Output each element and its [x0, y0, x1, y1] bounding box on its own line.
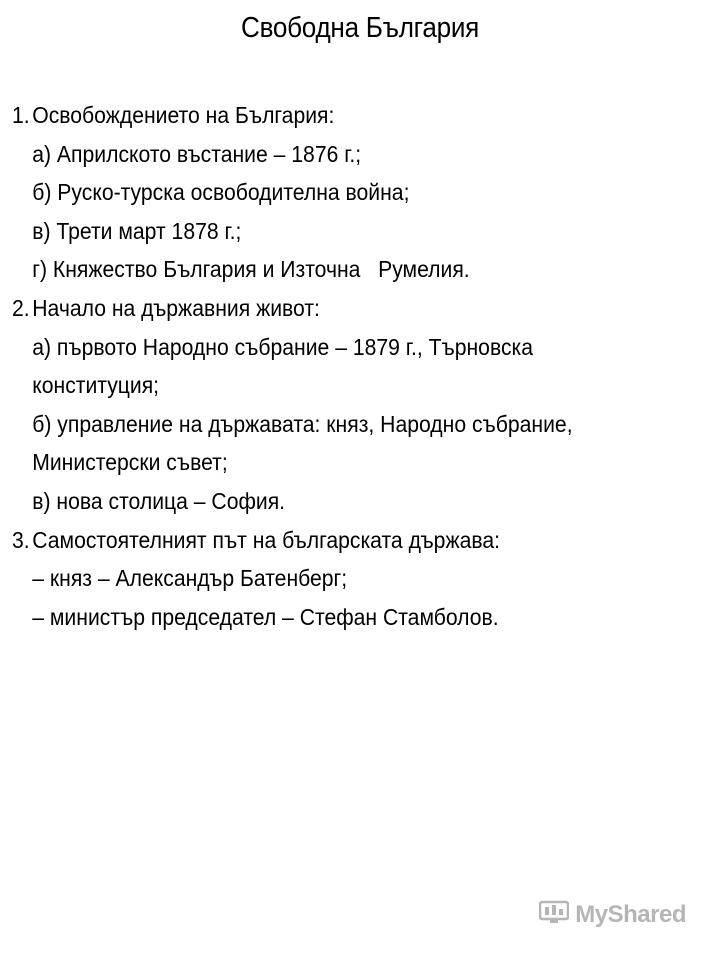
- section-2: [12, 289, 647, 521]
- section-number: 3.: [12, 526, 30, 553]
- section-number: 1.: [12, 102, 30, 128]
- list-item: б) Руско-турска освободителна война;: [32, 179, 410, 206]
- section-heading: [12, 289, 647, 328]
- section-heading: [12, 96, 647, 135]
- mysahred-logo-icon: [539, 899, 569, 930]
- watermark: [539, 899, 686, 930]
- list-item: г) Княжество България и Източна Румелия.: [32, 256, 470, 283]
- list-item: в) Трети март 1878 г.;: [32, 217, 242, 244]
- section-heading-text: Освобождението на България:: [32, 102, 335, 128]
- section-1: [12, 96, 647, 289]
- list-item: а) Априлското въстание – 1876 г.;: [32, 140, 362, 167]
- slide-content: [12, 96, 647, 636]
- list-item: в) нова столица – София.: [32, 487, 286, 514]
- section-number: 2.: [12, 294, 30, 321]
- section-heading: [12, 521, 647, 560]
- section-heading-text: Самостоятелният път на българската държава:: [32, 526, 501, 553]
- watermark-text: MyShared: [575, 900, 686, 928]
- list-item: – министър председател – Стефан Стамболов.: [32, 603, 499, 630]
- section-heading-text: Начало на държавния живот:: [32, 294, 320, 321]
- list-item: а) първото Народно събрание – 1879 г., Търновска конституция;: [32, 333, 534, 399]
- slide-title: Свободна България: [240, 12, 479, 44]
- section-3: [12, 521, 647, 637]
- list-item: б) управление на държавата: княз, Народно събрание, Министерски съвет;: [32, 410, 573, 476]
- list-item: – княз – Александър Батенберг;: [32, 565, 348, 592]
